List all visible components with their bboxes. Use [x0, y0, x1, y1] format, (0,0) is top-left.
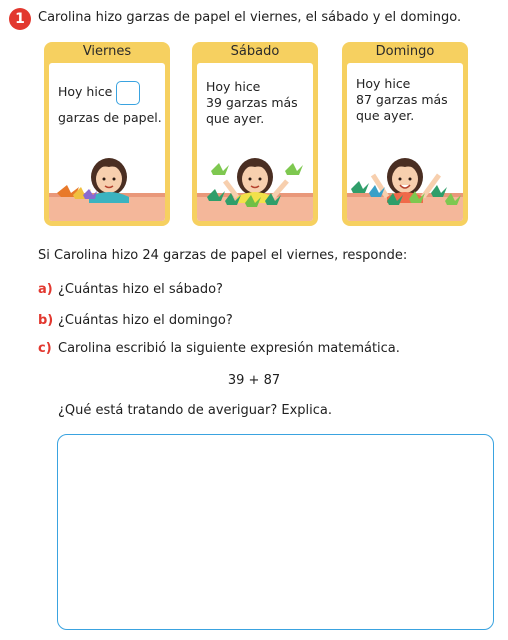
card-body: [347, 63, 463, 221]
girl-illustration: [49, 141, 165, 221]
answer-blank-box[interactable]: [116, 81, 140, 105]
girl-illustration: [347, 141, 463, 221]
speech-text: [206, 79, 298, 127]
question-number-badge: 1: [9, 8, 31, 30]
girl-illustration: [197, 141, 313, 221]
question-item-b: [38, 313, 233, 328]
speech-line: 87 garzas más: [356, 92, 448, 107]
item-text: Carolina escribió la siguiente expresión matemática.: [58, 341, 400, 356]
speech-line: Hoy hice: [206, 79, 261, 94]
speech-line: 39 garzas más: [206, 95, 298, 110]
question-item-a: [38, 282, 223, 297]
card-title: Domingo: [375, 44, 435, 59]
item-text: ¿Cuántas hizo el domingo?: [58, 313, 233, 328]
card-title: Sábado: [230, 44, 280, 59]
speech-line: garzas de papel.: [58, 110, 162, 125]
card-body: [197, 63, 313, 221]
item-label: b): [38, 313, 54, 328]
instruction-text: Si Carolina hizo 24 garzas de papel el viernes, responde:: [38, 248, 408, 263]
card-sabado: [192, 42, 318, 226]
question-item-c: [38, 341, 400, 356]
item-label: a): [38, 282, 53, 297]
card-title: Viernes: [82, 44, 132, 59]
math-expression: 39 + 87: [227, 373, 281, 388]
speech-line: que ayer.: [206, 111, 265, 126]
followup-question: ¿Qué está tratando de averiguar? Explica.: [58, 403, 332, 418]
card-domingo: [342, 42, 468, 226]
card-viernes: [44, 42, 170, 226]
item-text: ¿Cuántas hizo el sábado?: [58, 282, 223, 297]
speech-text: [58, 79, 162, 131]
question-prompt: Carolina hizo garzas de papel el viernes, el sábado y el domingo.: [38, 10, 462, 25]
speech-line: que ayer.: [356, 108, 415, 123]
card-body: [49, 63, 165, 221]
speech-text: [356, 76, 448, 124]
answer-box[interactable]: [57, 434, 494, 630]
speech-line: Hoy hice: [58, 84, 113, 99]
item-label: c): [38, 341, 52, 356]
speech-line: Hoy hice: [356, 76, 411, 91]
